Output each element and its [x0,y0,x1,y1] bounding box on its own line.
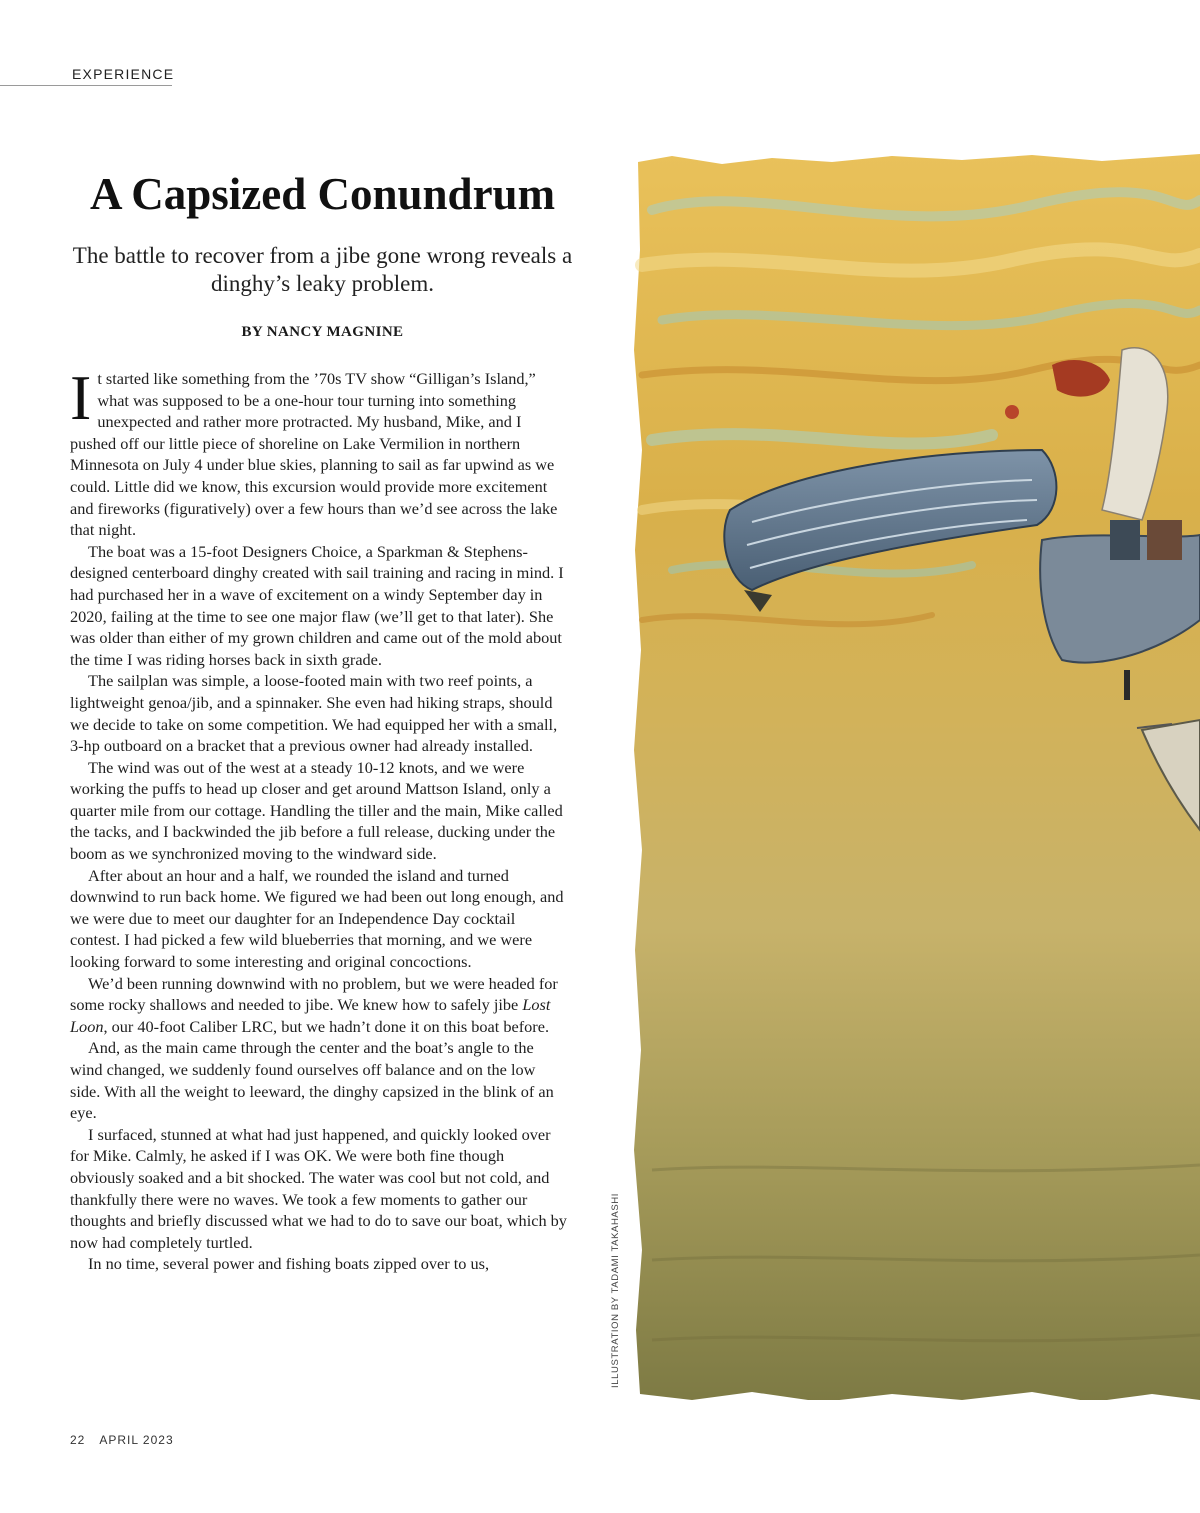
article-paragraph: I surfaced, stunned at what had just happened, and quickly looked over for Mike. Calmly, he asked if I was OK. We were both fine though obviously soaked and a bit shocked. The water was cool but not cold, and thankfully there were no waves. We took a few moments to gather our thoughts and briefly discussed what we had to do to save our boat, which by now had completely turtled. [70,1124,567,1252]
drop-cap: I [70,362,92,433]
page-folio [70,1433,174,1447]
article-paragraph: The sailplan was simple, a loose-footed main with two reef points, a lightweight genoa/jib, and a spinnaker. She even had hiking straps, should we decide to take on some competition. We had equipped her with a small, 3-hp outboard on a bracket that a previous owner had already installed. [70,671,558,756]
first-paragraph-text: t started like something from the ’70s TV show “Gilligan’s Island,” what was supposed to be a one-hour tour turning into something unexpected and rather more protracted. My husband, Mike, and I pushed off our little piece of shoreline on Lake Vermilion in northern Minnesota on July 4 under blue skies, planning to sail as far upwind as we could. Little did we know, this excursion would provide more excitement and fireworks (figuratively) over a few hours than we’d see across the lake that night. [70,369,558,540]
article-paragraph: In no time, several power and fishing boats zipped over to us, [88,1254,490,1274]
article-dek: The battle to recover from a jibe gone wrong reveals a dinghy’s leaky problem. [72,243,573,296]
watercolor-illustration [632,150,1200,1400]
article-body [70,362,567,1275]
section-rule [0,85,172,86]
boat-name: Lost Loon [70,995,551,1036]
page-number: 22 [70,1433,86,1447]
jibe-text-before: We’d been running downwind with no problem, but we were headed for some rocky shallows and needed to jibe. We knew how to safely jibe [70,973,558,1015]
jibe-text-after: , our 40-foot Caliber LRC, but we hadn’t done it on this boat before. [103,1016,550,1036]
article-paragraph: The boat was a 15-foot Designers Choice, a Sparkman & Stephens-designed centerboard dinghy created with sail training and racing in mind. I had purchased her in a wave of excitement on a windy September day in 2020, failing at the time to see one major flaw (we’ll get to that later). She was older than either of my grown children and came out of the mold about the time I was riding horses back in sixth grade. [70,541,564,669]
article-paragraph [70,362,567,541]
issue-date: APRIL 2023 [99,1433,174,1447]
article-paragraph [70,973,567,1038]
painting-torn-edge [634,154,1200,1400]
article-paragraph: The wind was out of the west at a steady 10-12 knots, and we were working the puffs to head up closer and get around Mattson Island, only a quarter mile from our cottage. Handling the tiller and the main, Mike called the tacks, and I backwinded the jib before a full release, ducking under the boom as we synchronized moving to the windward side. [70,757,563,864]
capsized-dinghy-painting [632,150,1200,1400]
article-paragraph: After about an hour and a half, we rounded the island and turned downwind to run back home. We figured we had been out long enough, and we were due to meet our daughter for an Independence Day cocktail contest. I had picked a few wild blueberries that morning, and we were looking forward to some interesting and original concoctions. [70,865,564,972]
illustration-credit: ILLUSTRATION BY TADAMI TAKAHASHI [610,1193,621,1388]
article-paragraph: And, as the main came through the center and the boat’s angle to the wind changed, we suddenly found ourselves off balance and on the low side. With all the weight to leeward, the dinghy capsized in the blink of an eye. [70,1038,554,1123]
section-label: EXPERIENCE [72,66,175,82]
article-headline: A Capsized Conundrum [89,169,556,219]
article-byline: BY NANCY MAGNINE [241,324,404,340]
